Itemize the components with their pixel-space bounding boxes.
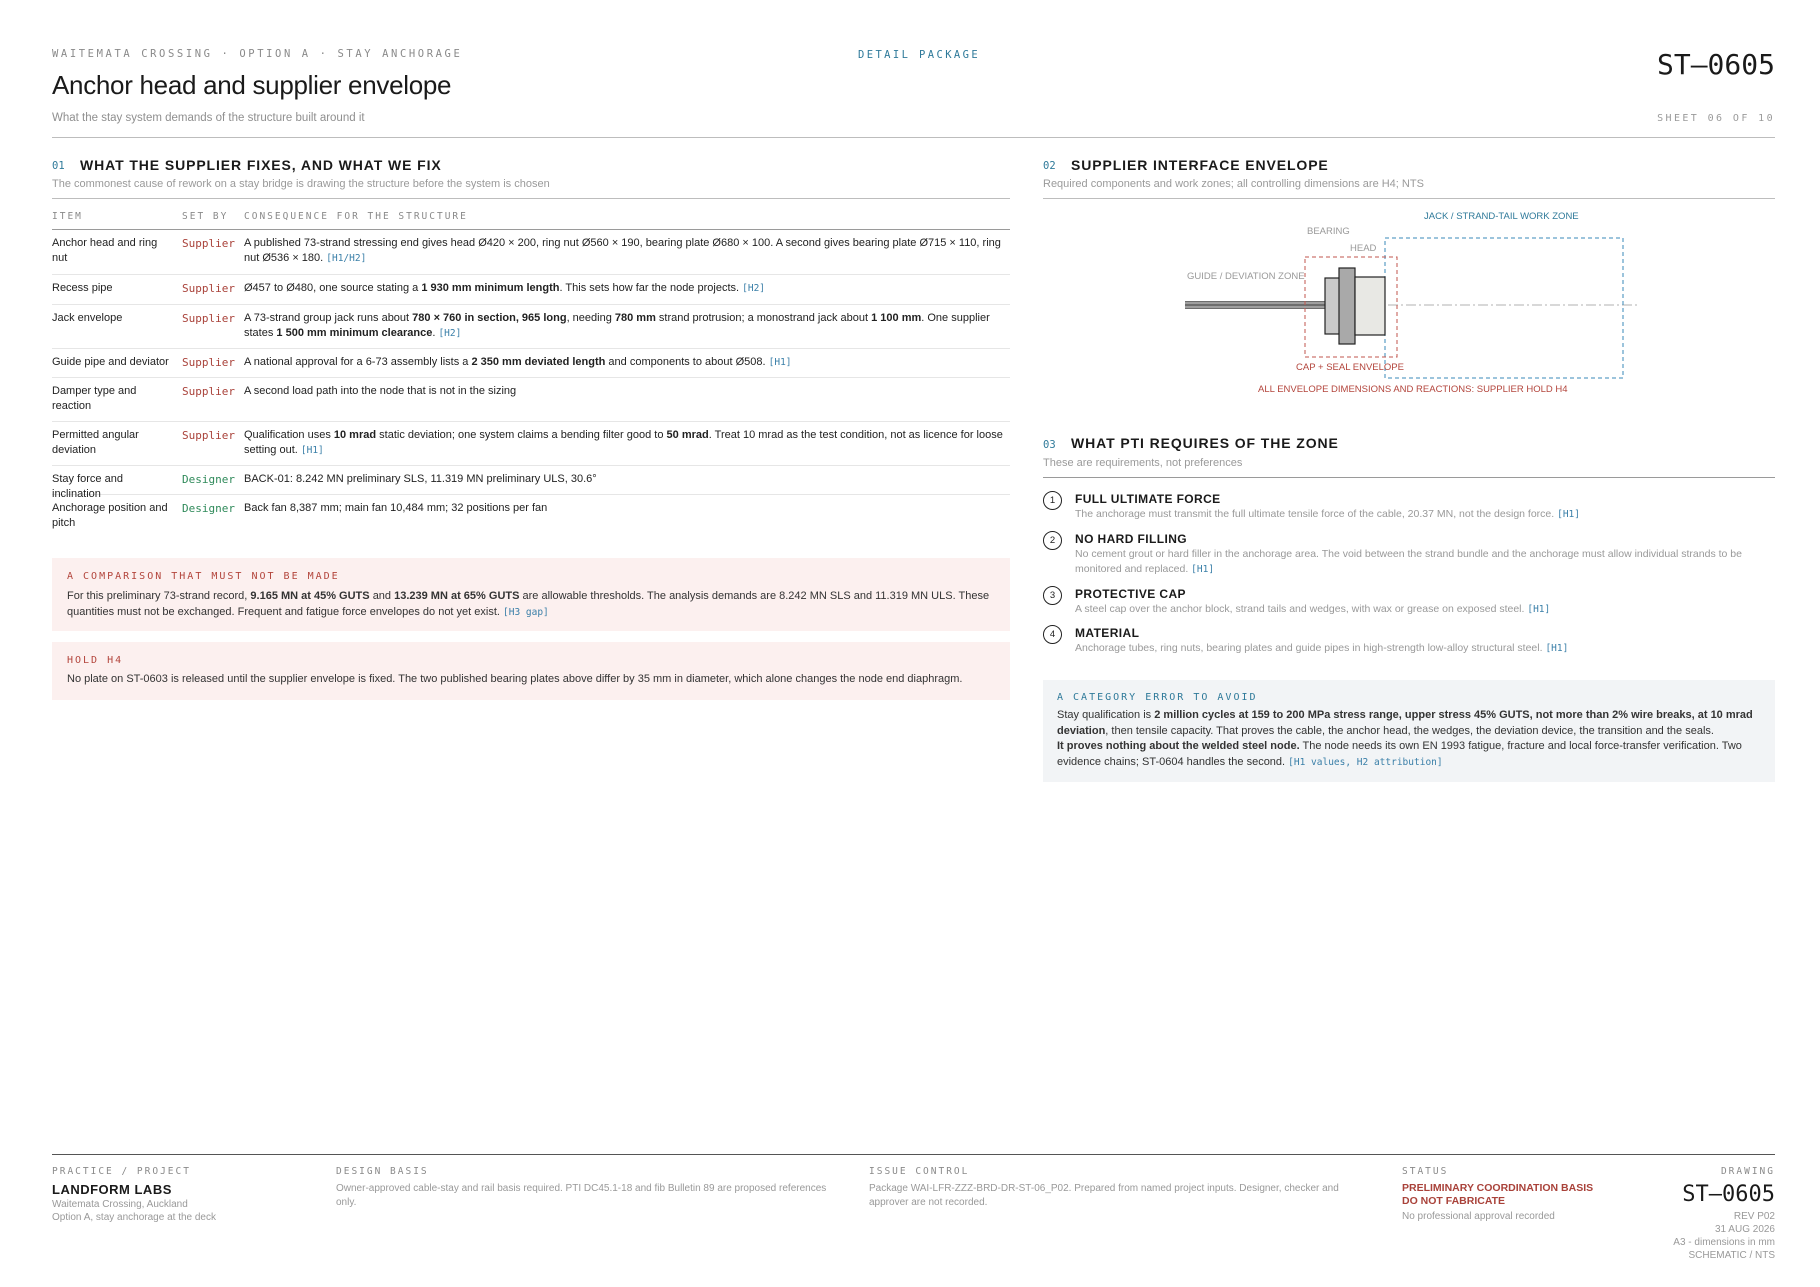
guide-zone-label: GUIDE / DEVIATION ZONE	[1187, 271, 1305, 282]
hold-callout	[52, 642, 1010, 700]
requirement-body: Anchorage tubes, ring nuts, bearing plates and guide pipes in high-strength low-alloy structural steel. [H1]	[1075, 642, 1569, 654]
issue-control-text: Package WAI-LFR-ZZZ-BRD-DR-ST-06_P02. Prepared from named project inputs. Designer, checker and approver are not recorded.	[869, 1183, 1339, 1208]
practice-label: PRACTICE / PROJECT	[52, 1166, 191, 1177]
row-item: Anchor head and ring nut	[52, 237, 158, 264]
row-consequence: A second load path into the node that is not in the sizing	[244, 385, 517, 397]
cap-envelope-label: CAP + SEAL ENVELOPE	[1296, 362, 1404, 373]
row-item: Stay force and inclination	[52, 473, 123, 500]
hold-ref: [H1]	[768, 357, 792, 368]
hold-ref: [H2]	[438, 328, 462, 339]
row-item: Permitted angular deviation	[52, 429, 139, 456]
hold-ref: [H1]	[300, 445, 324, 456]
requirement-title: PROTECTIVE CAP	[1075, 587, 1186, 601]
hold-ref: [H2]	[742, 283, 766, 294]
row-consequence: A 73-strand group jack runs about 780 × 760 in section, 965 long, needing 780 mm strand protrusion; a monostrand jack about 1 100 mm. One supplier states 1 500 mm minimum clearance. [H2]	[244, 312, 990, 339]
row-consequence: Qualification uses 10 mrad static deviation; one system claims a bending filter good to 50 mrad. Treat 10 mrad as the test condition, not as licence for loose setting out. [H1]	[244, 429, 1003, 456]
status-primary: PRELIMINARY COORDINATION BASIS	[1402, 1182, 1594, 1194]
requirement-number: 1	[1043, 491, 1062, 510]
row-item: Anchorage position and pitch	[52, 502, 168, 529]
section-rule	[1043, 477, 1775, 478]
comparison-body: For this preliminary 73-strand record, 9.165 MN at 45% GUTS and 13.239 MN at 65% GUTS are allowable thresholds. The analysis demands are 8.242 MN SLS and 11.319 MN ULS. These quantities must not be exchanged. Frequent and fatigue force envelopes do not yet exist. [H3 gap]	[67, 590, 990, 618]
anchor-head	[1355, 277, 1385, 335]
table-row	[52, 378, 1010, 422]
issue-date: 31 AUG 2026	[1714, 1224, 1775, 1235]
scale-note: SCHEMATIC / NTS	[1688, 1250, 1775, 1261]
requirement-title: NO HARD FILLING	[1075, 532, 1187, 546]
jack-work-zone	[1385, 238, 1623, 378]
hold-heading: HOLD H4	[67, 655, 124, 666]
row-item: Damper type and reaction	[52, 385, 137, 412]
category-error-callout	[1043, 680, 1775, 782]
requirement-title: FULL ULTIMATE FORCE	[1075, 492, 1221, 506]
header-rule	[52, 137, 1775, 138]
diagram-note: ALL ENVELOPE DIMENSIONS AND REACTIONS: SUPPLIER HOLD H4	[1258, 384, 1568, 395]
page-title: Anchor head and supplier envelope	[52, 70, 452, 100]
requirement-number: 3	[1043, 586, 1062, 605]
category-error-heading: A CATEGORY ERROR TO AVOID	[1057, 692, 1258, 703]
page-subtitle: What the stay system demands of the structure built around it	[52, 112, 365, 124]
comparison-heading: A COMPARISON THAT MUST NOT BE MADE	[67, 571, 340, 582]
revision: REV P02	[1733, 1211, 1775, 1222]
row-set-by: Designer	[182, 473, 235, 486]
status-label: STATUS	[1402, 1166, 1449, 1177]
sheet-count: SHEET 06 OF 10	[1657, 113, 1775, 124]
column-header-set-by: SET BY	[182, 211, 229, 222]
section-number: 02	[1043, 160, 1056, 172]
row-set-by: Designer	[182, 502, 235, 515]
row-consequence: A national approval for a 6-73 assembly lists a 2 350 mm deviated length and components to about Ø508. [H1]	[244, 356, 792, 368]
table-row	[52, 495, 1010, 535]
row-item: Jack envelope	[52, 312, 123, 324]
practice-line: Waitemata Crossing, Auckland	[52, 1199, 188, 1210]
table-row	[52, 305, 1010, 349]
row-set-by: Supplier	[182, 237, 235, 250]
hold-ref: [H3 gap]	[503, 606, 549, 618]
design-basis-label: DESIGN BASIS	[336, 1166, 429, 1177]
comparison-callout	[52, 558, 1010, 631]
requirement-title: MATERIAL	[1075, 626, 1140, 640]
row-set-by: Supplier	[182, 356, 235, 369]
section-title: SUPPLIER INTERFACE ENVELOPE	[1071, 157, 1329, 173]
row-item: Recess pipe	[52, 282, 113, 294]
row-set-by: Supplier	[182, 385, 235, 398]
row-consequence: Back fan 8,387 mm; main fan 10,484 mm; 32 positions per fan	[244, 502, 548, 514]
section-number: 03	[1043, 439, 1056, 451]
hold-body: No plate on ST-0603 is released until the supplier envelope is fixed. The two published bearing plates above differ by 35 mm in diameter, which alone changes the node end diaphragm.	[67, 673, 963, 685]
head-label: HEAD	[1350, 243, 1377, 254]
design-basis-text: Owner-approved cable-stay and rail basis required. PTI DC45.1-18 and fib Bulletin 89 are proposed references only.	[336, 1183, 827, 1208]
row-consequence: A published 73-strand stressing end gives head Ø420 × 200, ring nut Ø560 × 190, bearing plate Ø680 × 100. A second gives bearing plate Ø715 × 110, ring nut Ø536 × 180. [H1/H2]	[244, 237, 1001, 264]
row-set-by: Supplier	[182, 429, 235, 442]
section-rule	[1043, 198, 1775, 199]
anchorage-envelope-diagram	[1180, 205, 1640, 405]
row-set-by: Supplier	[182, 282, 235, 295]
requirement-body: No cement grout or hard filler in the anchorage area. The void between the strand bundle and the anchorage must allow individual strands to be monitored and replaced. [H1]	[1075, 548, 1742, 575]
section-title: WHAT PTI REQUIRES OF THE ZONE	[1071, 435, 1339, 451]
row-set-by: Supplier	[182, 312, 235, 325]
category-error-body: Stay qualification is 2 million cycles at 159 to 200 MPa stress range, upper stress 45% GUTS, not more than 2% wire breaks, at 10 mrad deviation, then tensile capacity. That proves the cable, the anchor head, the wedges, the deviation device, the transition and the seals. It proves nothing about the welded steel node. The node needs its own EN 1993 fatigue, fracture and local force-transfer verification. Two evidence chains; ST-0604 handles the second. [H1 values, H2 attribution]	[1057, 709, 1753, 768]
drawing-label: DRAWING	[1720, 1166, 1775, 1177]
table-row	[52, 349, 1010, 378]
hold-ref: [H1 values, H2 attribution]	[1288, 756, 1443, 768]
section-title: WHAT THE SUPPLIER FIXES, AND WHAT WE FIX	[80, 157, 442, 173]
hold-ref: [H1/H2]	[326, 253, 367, 264]
table-row	[52, 275, 1010, 305]
status-note: No professional approval recorded	[1402, 1211, 1555, 1222]
drawing-number: ST–0605	[1682, 1182, 1775, 1207]
section-subtitle: Required components and work zones; all controlling dimensions are H4; NTS	[1043, 178, 1424, 190]
requirement-number: 2	[1043, 531, 1062, 550]
package-label: DETAIL PACKAGE	[858, 49, 981, 61]
row-consequence: BACK-01: 8.242 MN preliminary SLS, 11.319 MN preliminary ULS, 30.6°	[244, 473, 597, 485]
table-row	[52, 230, 1010, 275]
requirement-body: A steel cap over the anchor block, strand tails and wedges, with wax or grease on exposed steel. [H1]	[1075, 603, 1551, 615]
table-row	[52, 422, 1010, 466]
requirement-number: 4	[1043, 625, 1062, 644]
row-item: Guide pipe and deviator	[52, 356, 169, 368]
column-header-item: ITEM	[52, 211, 83, 222]
status-secondary: DO NOT FABRICATE	[1402, 1195, 1506, 1207]
section-subtitle: These are requirements, not preferences	[1043, 457, 1243, 469]
column-header-consequence: CONSEQUENCE FOR THE STRUCTURE	[244, 211, 468, 222]
section-rule	[52, 198, 1010, 199]
section-number: 01	[52, 160, 65, 172]
practice-name: LANDFORM LABS	[52, 1182, 172, 1197]
footer-rule	[52, 1154, 1775, 1155]
section-subtitle: The commonest cause of rework on a stay bridge is drawing the structure before the system is chosen	[52, 178, 550, 190]
sheet-number: ST–0605	[1656, 48, 1775, 81]
bearing-plate	[1339, 268, 1355, 344]
issue-control-label: ISSUE CONTROL	[869, 1166, 970, 1177]
strand-bundle	[1185, 301, 1325, 309]
project-kicker: WAITEMATA CROSSING · OPTION A · STAY ANCHORAGE	[52, 48, 463, 60]
row-consequence: Ø457 to Ø480, one source stating a 1 930 mm minimum length. This sets how far the node projects. [H2]	[244, 282, 766, 294]
jack-zone-label: JACK / STRAND-TAIL WORK ZONE	[1424, 211, 1579, 222]
practice-line: Option A, stay anchorage at the deck	[52, 1212, 216, 1223]
requirement-body: The anchorage must transmit the full ultimate tensile force of the cable, 20.37 MN, not the design force. [H1]	[1075, 508, 1580, 520]
table-row	[52, 466, 1010, 500]
sheet-size: A3 - dimensions in mm	[1673, 1237, 1775, 1248]
bearing-label: BEARING	[1307, 226, 1350, 237]
